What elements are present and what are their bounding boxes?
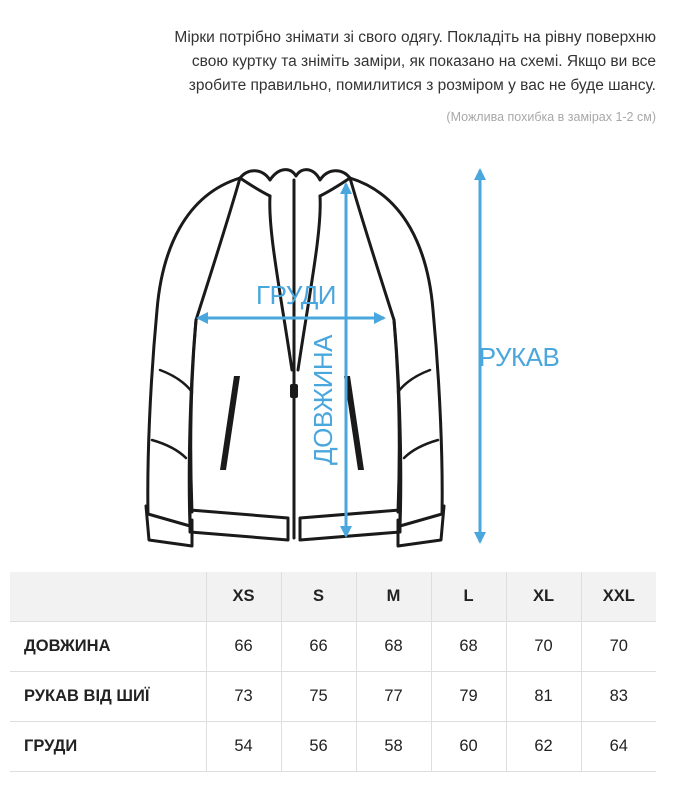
pockets bbox=[220, 376, 364, 470]
table-cell: 64 bbox=[581, 722, 656, 772]
header-size-xxl: XXL bbox=[581, 572, 656, 622]
body-right-side bbox=[394, 320, 399, 512]
body-left-side bbox=[191, 320, 196, 512]
sleeve-label: РУКАВ bbox=[478, 342, 560, 372]
header-size-l: L bbox=[431, 572, 506, 622]
intro-line-2: свою куртку та зніміть заміри, як показано на схемі. Якщо ви все bbox=[191, 53, 656, 70]
chest-label: ГРУДИ bbox=[256, 280, 336, 310]
measurement-error-note: (Можлива похибка в замірах 1-2 см) bbox=[446, 110, 656, 124]
row-label-chest: ГРУДИ bbox=[10, 722, 206, 772]
header-size-m: M bbox=[356, 572, 431, 622]
left-pocket bbox=[220, 376, 240, 470]
size-table bbox=[10, 572, 656, 772]
table-cell: 68 bbox=[431, 622, 506, 672]
table-cell: 54 bbox=[206, 722, 281, 772]
table-cell: 58 bbox=[356, 722, 431, 772]
table-cell: 77 bbox=[356, 672, 431, 722]
table-cell: 66 bbox=[206, 622, 281, 672]
table-cell: 79 bbox=[431, 672, 506, 722]
jacket-measurement-diagram bbox=[0, 140, 676, 560]
zipper-pull bbox=[290, 384, 298, 398]
table-cell: 81 bbox=[506, 672, 581, 722]
header-size-xl: XL bbox=[506, 572, 581, 622]
intro-line-1: Мірки потрібно знімати зі свого одягу. Покладіть на рівну поверхню bbox=[174, 29, 656, 46]
table-row bbox=[10, 622, 656, 672]
table-cell: 56 bbox=[281, 722, 356, 772]
header-size-s: S bbox=[281, 572, 356, 622]
table-cell: 68 bbox=[356, 622, 431, 672]
header-size-xs: XS bbox=[206, 572, 281, 622]
table-cell: 70 bbox=[506, 622, 581, 672]
size-table-header-row bbox=[10, 572, 656, 622]
table-cell: 62 bbox=[506, 722, 581, 772]
table-cell: 83 bbox=[581, 672, 656, 722]
intro-line-3: зробите правильно, помилитися з розміром у вас не буде шансу. bbox=[188, 77, 656, 94]
collar bbox=[240, 170, 350, 180]
table-cell: 70 bbox=[581, 622, 656, 672]
intro-text bbox=[40, 26, 656, 98]
length-label: ДОВЖИНА bbox=[308, 335, 338, 465]
table-cell: 66 bbox=[281, 622, 356, 672]
table-cell: 75 bbox=[281, 672, 356, 722]
table-row bbox=[10, 672, 656, 722]
jacket-outline bbox=[146, 170, 444, 546]
table-row bbox=[10, 722, 656, 772]
table-cell: 73 bbox=[206, 672, 281, 722]
row-label-sleeve: РУКАВ ВІД ШИЇ bbox=[10, 672, 206, 722]
table-cell: 60 bbox=[431, 722, 506, 772]
row-label-length: ДОВЖИНА bbox=[10, 622, 206, 672]
header-corner bbox=[10, 572, 206, 622]
